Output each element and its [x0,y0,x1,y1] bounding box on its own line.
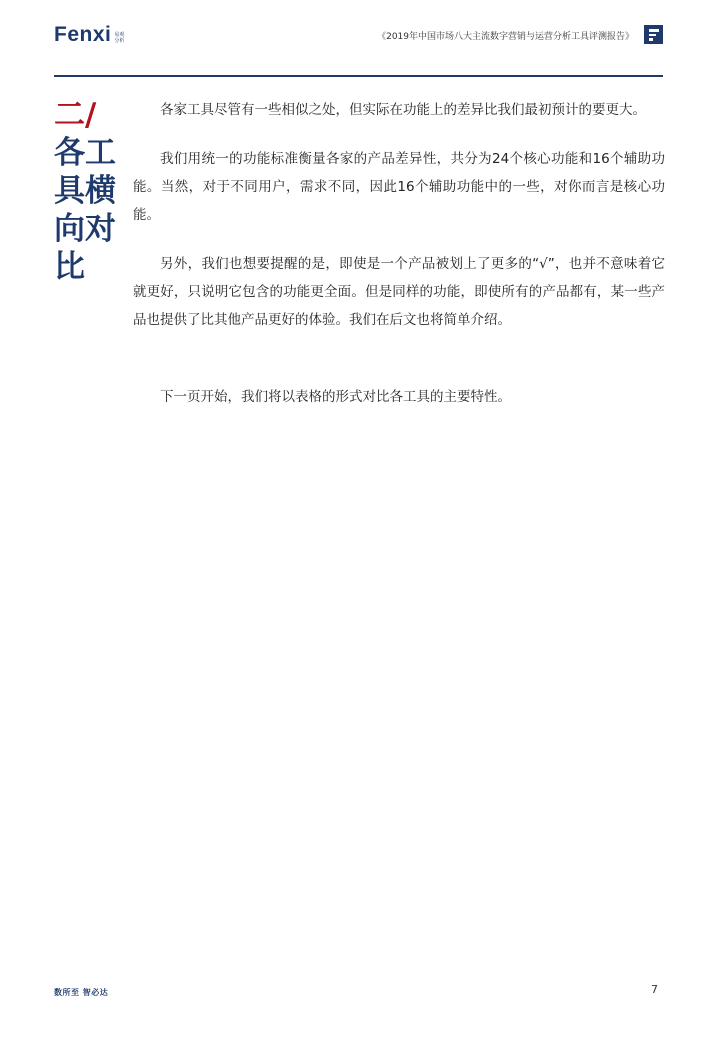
document-icon [644,25,663,44]
section-heading [54,96,124,286]
logo-subtext [114,32,124,44]
header-divider [54,75,663,77]
body-content [133,96,665,411]
logo-wordmark: Fenxi [54,23,112,46]
report-title: 《2019年中国市场八大主流数字营销与运营分析工具评测报告》 [377,32,634,42]
page-number: 7 [651,983,658,996]
section-title-line: 各工 [54,135,116,171]
paragraph: 另外，我们也想要提醒的是，即使是一个产品被划上了更多的“√”，也并不意味着它就更好，只说明它包含的功能更全面。但是同样的功能，即使所有的产品都有，某一些产品也提供了比其他产品更好的体验。我们在后文也将简单介绍。 [133,256,665,328]
logo-subtext-line1: 易观 [114,32,125,38]
section-number: 二/ [54,97,97,133]
section-title-line: 具横 [54,173,116,209]
paragraph: 我们用统一的功能标准衡量各家的产品差异性，共分为24个核心功能和16个辅助功能。当然，对于不同用户，需求不同，因此16个辅助功能中的一些，对你而言是核心功能。 [133,151,665,223]
paragraph: 各家工具尽管有一些相似之处，但实际在功能上的差异比我们最初预计的要更大。 [160,102,646,118]
logo-subtext-line2: 分析 [114,38,125,44]
footer-slogan: 数所至 智必达 [54,988,109,997]
brand-logo [54,24,124,46]
section-title-line: 比 [54,249,85,285]
section-title-line: 向对 [54,211,116,247]
paragraph: 下一页开始，我们将以表格的形式对比各工具的主要特性。 [160,389,511,405]
